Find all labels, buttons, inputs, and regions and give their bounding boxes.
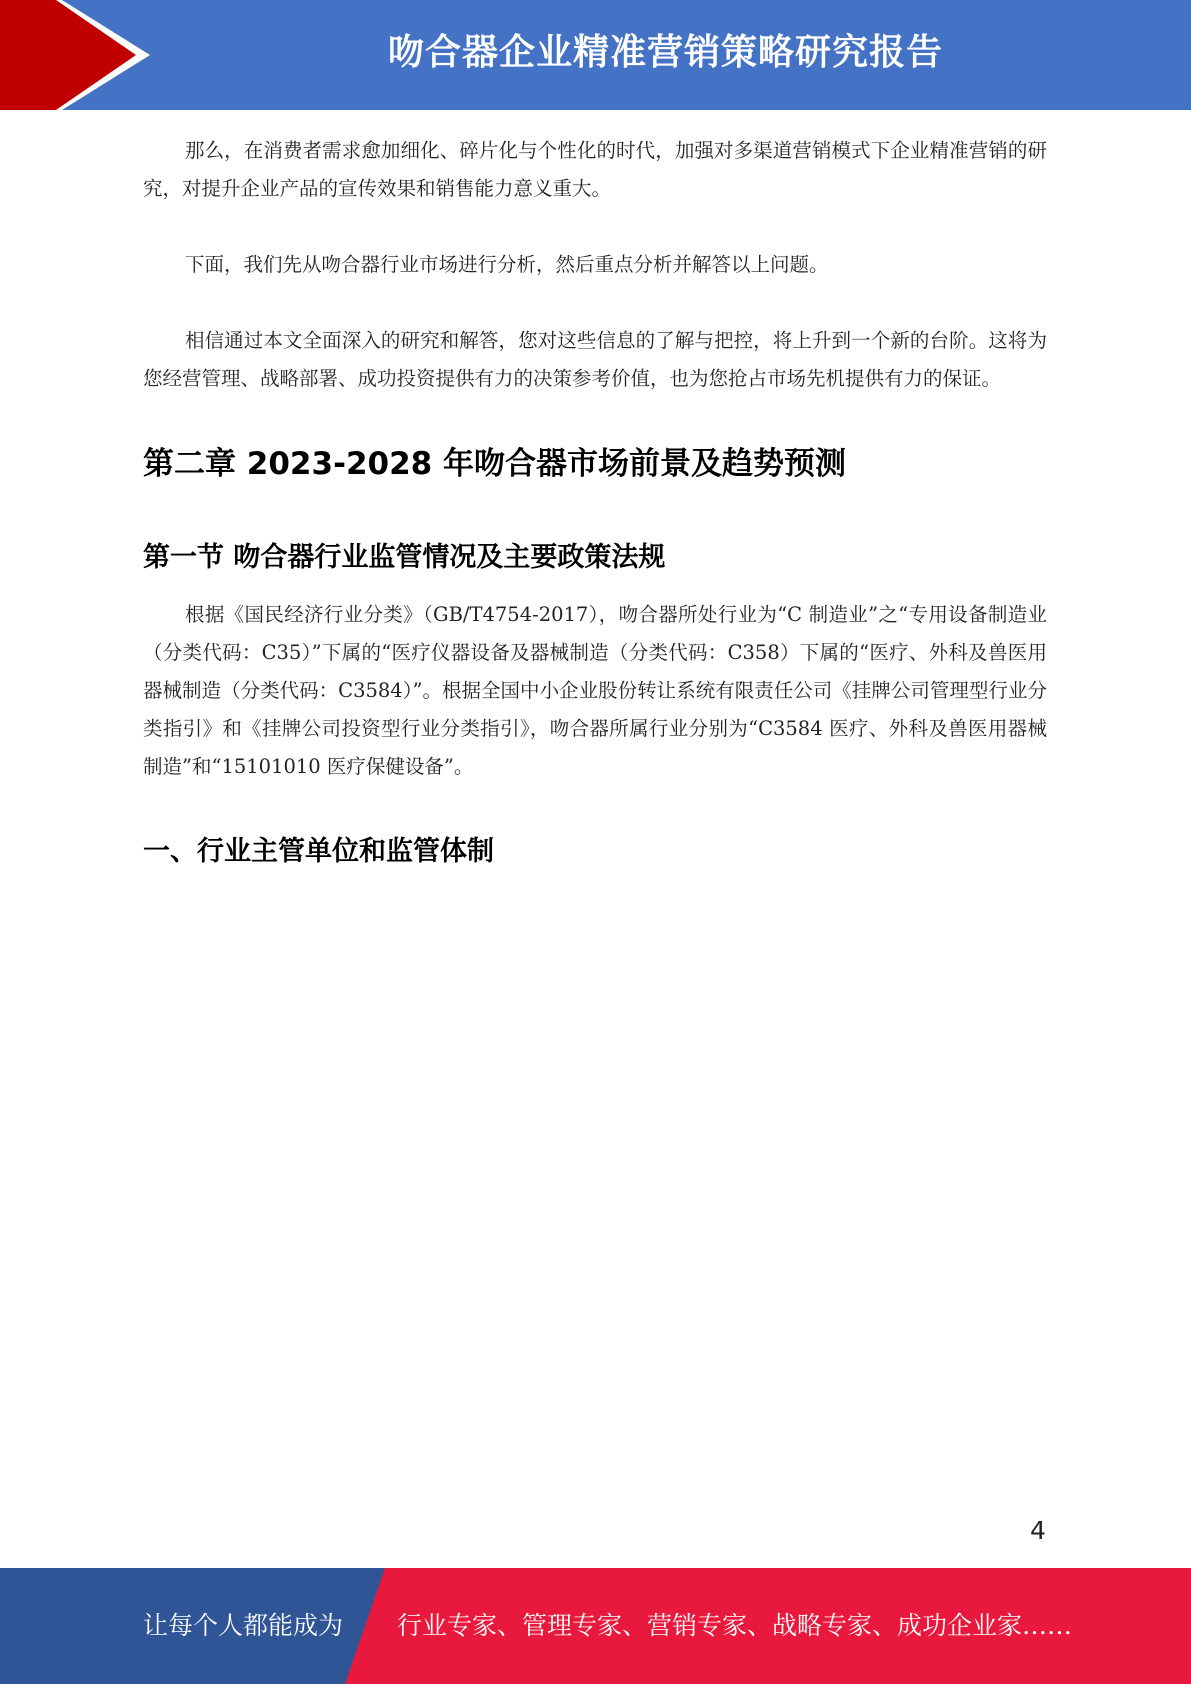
paragraph-1: 那么，在消费者需求愈加细化、碎片化与个性化的时代，加强对多渠道营销模式下企业精准营销的研究，对提升企业产品的宣传效果和销售能力意义重大。 (143, 139, 1047, 200)
header-title: 吻合器企业精准营销策略研究报告 (387, 32, 943, 73)
document-body (143, 132, 1047, 870)
section-title: 第一节 吻合器行业监管情况及主要政策法规 (143, 542, 666, 573)
chapter-title: 第二章 2023-2028 年吻合器市场前景及趋势预测 (143, 446, 847, 482)
subsection-title: 一、行业主管单位和监管体制 (143, 836, 494, 867)
header-chevron-icon (0, 0, 160, 110)
page-header (0, 0, 1191, 110)
paragraph-2: 下面，我们先从吻合器行业市场进行分析，然后重点分析并解答以上问题。 (185, 253, 829, 276)
paragraph-3: 相信通过本文全面深入的研究和解答，您对这些信息的了解与把控，将上升到一个新的台阶。这将为您经营管理、战略部署、成功投资提供有力的决策参考价值，也为您抢占市场先机提供有力的保证。 (143, 329, 1047, 390)
paragraph-4: 根据《国民经济行业分类》（GB/T4754-2017），吻合器所处行业为“C 制造业”之“专用设备制造业（分类代码：C35）”下属的“医疗仪器设备及器械制造（分类代码：C358）下属的“医疗、外科及兽医用器械制造（分类代码：C3584）”。根据全国中小企业股份转让系统有限责任公司《挂牌公司管理型行业分类指引》和《挂牌公司投资型行业分类指引》，吻合器所属行业分别为“C3584 医疗、外科及兽医用器械制造”和“15101010 医疗保健设备”。 (143, 603, 1047, 778)
footer-slogan-right: 行业专家、管理专家、营销专家、战略专家、成功企业家…… (397, 1611, 1073, 1640)
footer-slogan-left: 让每个人都能成为 (143, 1611, 344, 1640)
page-number: 4 (1030, 1516, 1046, 1545)
page-footer (0, 1568, 1191, 1684)
